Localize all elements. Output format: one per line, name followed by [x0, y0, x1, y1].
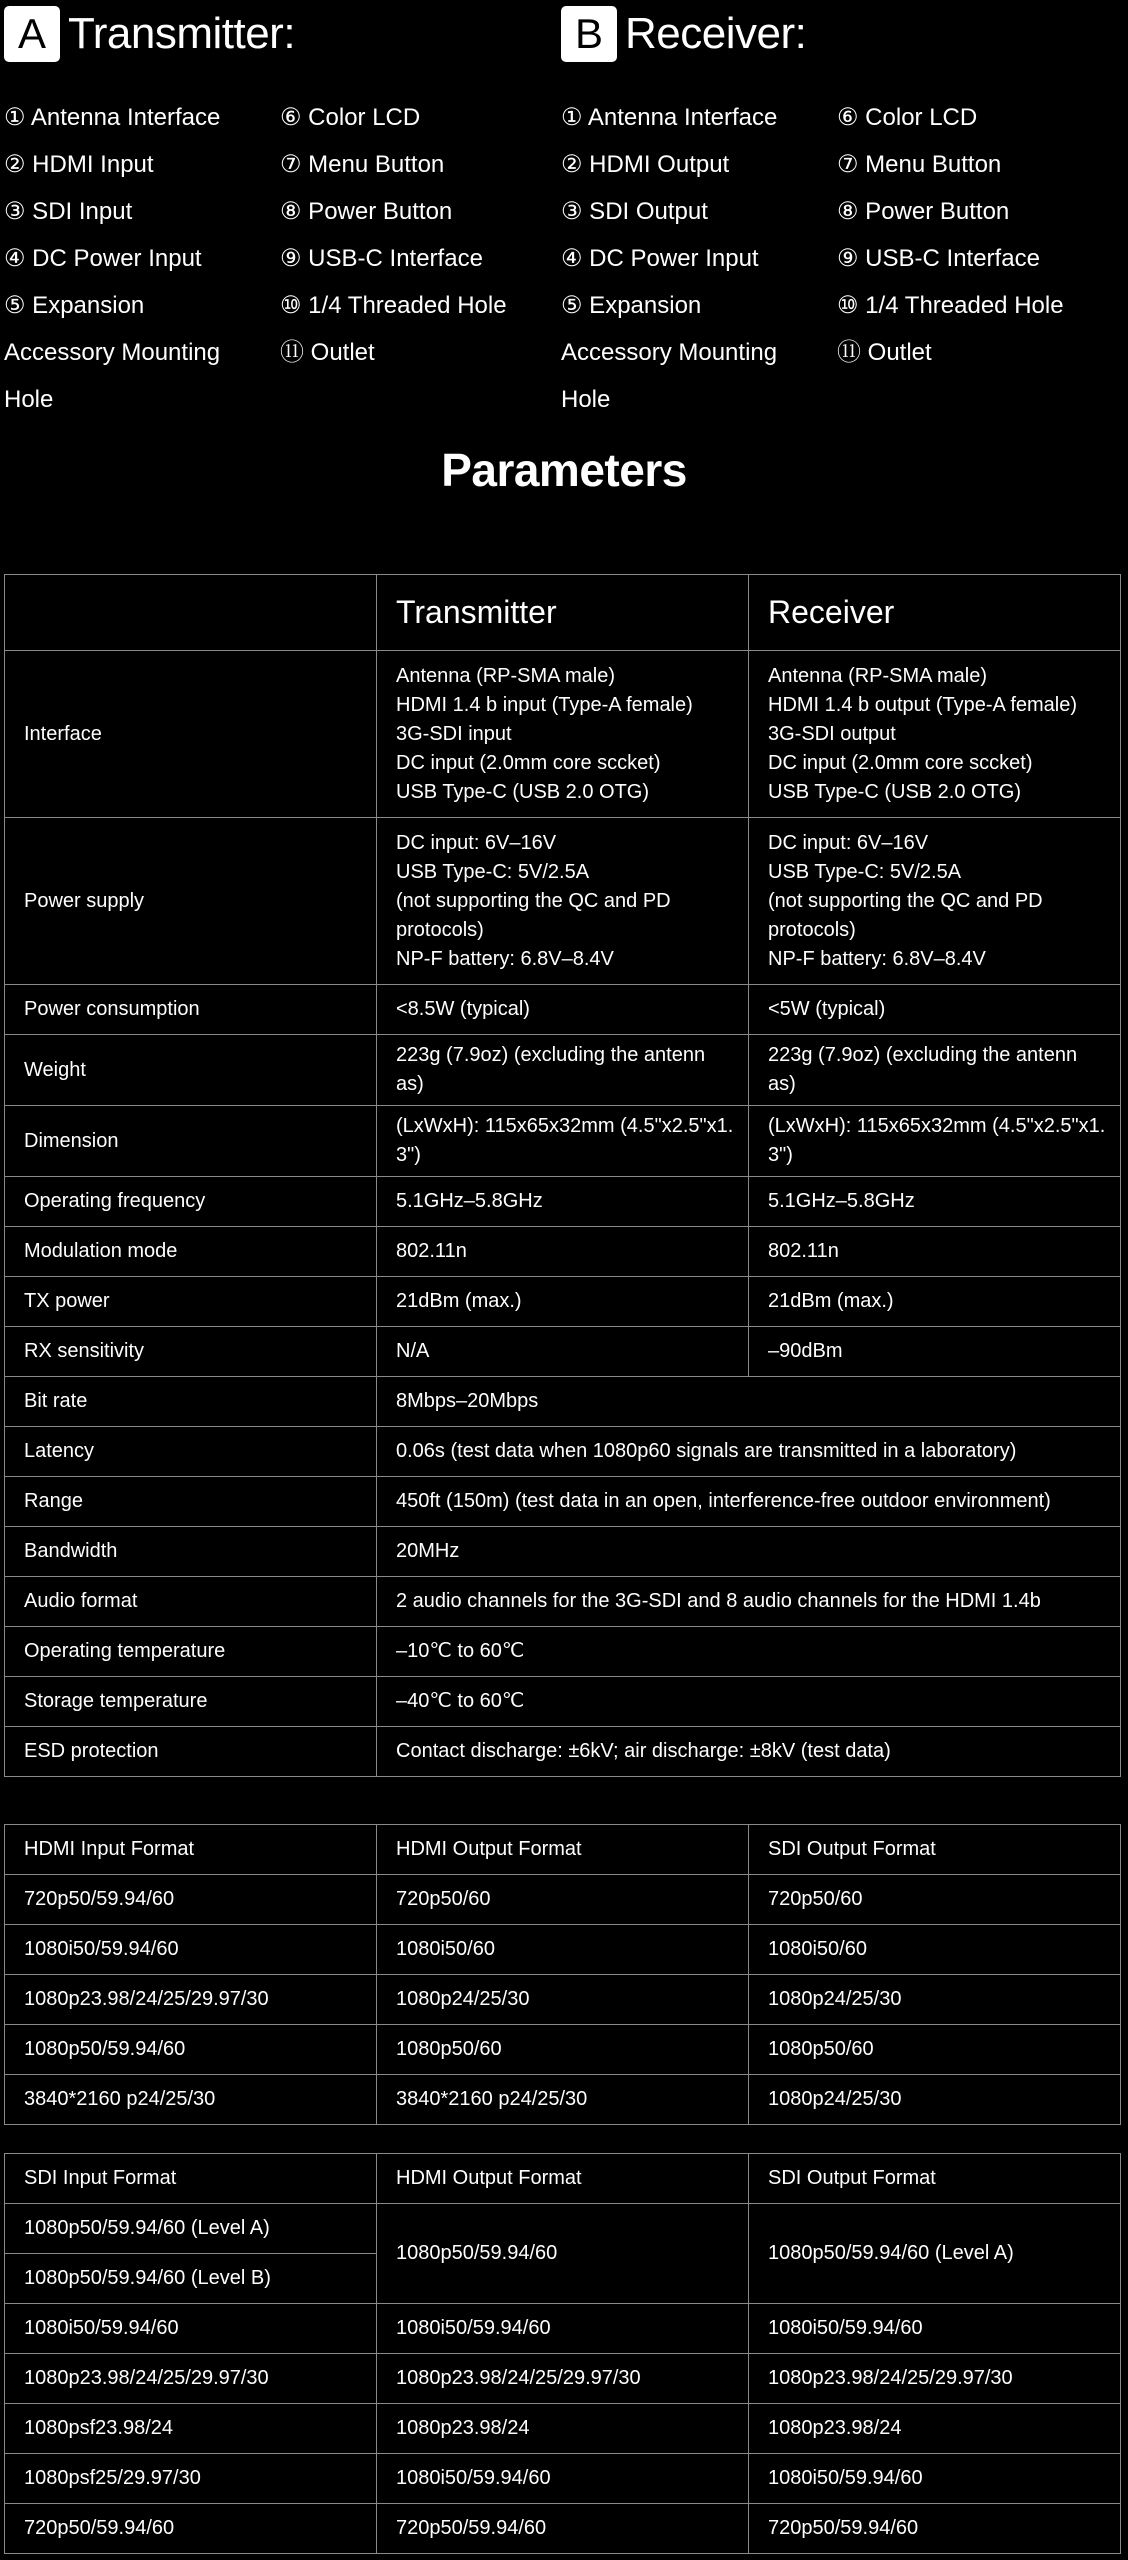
header-cell: SDI Output Format — [749, 2154, 1121, 2204]
receiver-value: 802.11n — [749, 1227, 1121, 1277]
table-row — [5, 2354, 1121, 2404]
shared-value: 0.06s (test data when 1080p60 signals are transmitted in a laboratory) — [377, 1427, 1121, 1477]
parameters-table — [4, 574, 1121, 1777]
list-item: ⑪ Outlet — [280, 339, 375, 366]
transmitter-value: 5.1GHz–5.8GHz — [377, 1177, 749, 1227]
table-row — [5, 2404, 1121, 2454]
list-item: Accessory Mounting — [4, 339, 221, 366]
table-row — [5, 1875, 1121, 1925]
list-item: ⑦ Menu Button — [280, 151, 445, 178]
receiver-letter-badge: B — [561, 6, 617, 62]
list-item: Hole — [561, 386, 611, 413]
receiver-value: 5.1GHz–5.8GHz — [749, 1177, 1121, 1227]
transmitter-value: Antenna (RP-SMA male) HDMI 1.4 b input (Type-A female) 3G-SDI input DC input (2.0mm core sccket) USB Type-C (USB 2.0 OTG) — [377, 651, 749, 818]
format-cell: 1080p50/59.94/60 (Level A) — [749, 2204, 1121, 2304]
table-row — [5, 2304, 1121, 2354]
format-cell: 720p50/59.94/60 — [749, 2504, 1121, 2554]
list-item: ⑤ Expansion — [561, 292, 702, 319]
receiver-value: 21dBm (max.) — [749, 1277, 1121, 1327]
table-row — [5, 1677, 1121, 1727]
transmitter-value: (LxWxH): 115x65x32mm (4.5"x2.5"x1. 3") — [377, 1106, 749, 1177]
table-row — [5, 1177, 1121, 1227]
format-cell: 1080p24/25/30 — [377, 1975, 749, 2025]
header-cell — [5, 575, 377, 651]
list-item: ⑧ Power Button — [280, 198, 453, 225]
receiver-value: –90dBm — [749, 1327, 1121, 1377]
param-label: Operating frequency — [5, 1177, 377, 1227]
list-item: ⑦ Menu Button — [837, 151, 1002, 178]
receiver-list-left — [561, 94, 837, 423]
format-cell: 720p50/60 — [377, 1875, 749, 1925]
format-cell: 1080p23.98/24/25/29.97/30 — [377, 2354, 749, 2404]
param-label: Power consumption — [5, 985, 377, 1035]
receiver-title: Receiver: — [625, 9, 807, 58]
format-cell: 1080p50/60 — [749, 2025, 1121, 2075]
list-item: ① Antenna Interface — [4, 104, 221, 131]
table-row — [5, 985, 1121, 1035]
header-cell: HDMI Output Format — [377, 2154, 749, 2204]
header-cell: HDMI Output Format — [377, 1825, 749, 1875]
shared-value: –40℃ to 60℃ — [377, 1677, 1121, 1727]
list-item: ⑥ Color LCD — [837, 104, 978, 131]
format-cell: 1080p50/60 — [377, 2025, 749, 2075]
table-header-row — [5, 1825, 1121, 1875]
receiver-value: 223g (7.9oz) (excluding the antenn as) — [749, 1035, 1121, 1106]
format-cell: 1080p24/25/30 — [749, 1975, 1121, 2025]
table-row — [5, 2025, 1121, 2075]
list-item: ⑨ USB-C Interface — [280, 245, 483, 272]
list-item: ⑨ USB-C Interface — [837, 245, 1040, 272]
transmitter-value: <8.5W (typical) — [377, 985, 749, 1035]
format-cell: 1080psf23.98/24 — [5, 2404, 377, 2454]
format-cell: 1080psf25/29.97/30 — [5, 2454, 377, 2504]
table-row — [5, 1477, 1121, 1527]
format-cell: 1080p23.98/24/25/29.97/30 — [5, 1975, 377, 2025]
param-label: Storage temperature — [5, 1677, 377, 1727]
table-row — [5, 2504, 1121, 2554]
table-row — [5, 1975, 1121, 2025]
table-row — [5, 2454, 1121, 2504]
table-row — [5, 1925, 1121, 1975]
format-cell: 720p50/59.94/60 — [5, 1875, 377, 1925]
header-cell: SDI Output Format — [749, 1825, 1121, 1875]
param-label: Latency — [5, 1427, 377, 1477]
param-label: Modulation mode — [5, 1227, 377, 1277]
list-item: ⑩ 1/4 Threaded Hole — [837, 292, 1064, 319]
param-label: TX power — [5, 1277, 377, 1327]
param-label: Operating temperature — [5, 1627, 377, 1677]
param-label: Power supply — [5, 818, 377, 985]
param-label: ESD protection — [5, 1727, 377, 1777]
transmitter-list-right — [280, 94, 507, 423]
param-label: Audio format — [5, 1577, 377, 1627]
header-cell: Transmitter — [377, 575, 749, 651]
format-cell: 1080p23.98/24/25/29.97/30 — [5, 2354, 377, 2404]
format-cell: 1080i50/59.94/60 — [5, 2304, 377, 2354]
list-item: ⑥ Color LCD — [280, 104, 421, 131]
receiver-value: (LxWxH): 115x65x32mm (4.5"x2.5"x1. 3") — [749, 1106, 1121, 1177]
transmitter-value: 223g (7.9oz) (excluding the antenn as) — [377, 1035, 749, 1106]
table-header-row — [5, 2154, 1121, 2204]
list-item: ③ SDI Input — [4, 198, 133, 225]
format-cell: 1080p50/59.94/60 (Level A) — [5, 2204, 377, 2254]
header-cell: Receiver — [749, 575, 1121, 651]
transmitter-value: N/A — [377, 1327, 749, 1377]
transmitter-letter-badge: A — [4, 6, 60, 62]
table-row — [5, 2075, 1121, 2125]
param-label: Bit rate — [5, 1377, 377, 1427]
list-item: Accessory Mounting — [561, 339, 778, 366]
format-cell: 720p50/59.94/60 — [5, 2504, 377, 2554]
transmitter-value: 802.11n — [377, 1227, 749, 1277]
format-cell: 1080i50/59.94/60 — [749, 2454, 1121, 2504]
format-cell: 1080i50/60 — [377, 1925, 749, 1975]
receiver-labels — [561, 0, 1064, 423]
shared-value: –10℃ to 60℃ — [377, 1627, 1121, 1677]
format-cell: 1080i50/59.94/60 — [377, 2454, 749, 2504]
param-label: Bandwidth — [5, 1527, 377, 1577]
table-row — [5, 1327, 1121, 1377]
table-row — [5, 1427, 1121, 1477]
header-cell: SDI Input Format — [5, 2154, 377, 2204]
receiver-header — [561, 0, 1064, 68]
format-cell: 1080i50/60 — [749, 1925, 1121, 1975]
table-row — [5, 1727, 1121, 1777]
transmitter-header — [4, 0, 507, 68]
format-cell: 3840*2160 p24/25/30 — [5, 2075, 377, 2125]
transmitter-labels — [4, 0, 507, 423]
format-cell: 1080i50/59.94/60 — [749, 2304, 1121, 2354]
shared-value: 20MHz — [377, 1527, 1121, 1577]
table-row — [5, 1627, 1121, 1677]
list-item: ⑩ 1/4 Threaded Hole — [280, 292, 507, 319]
transmitter-value: DC input: 6V–16V USB Type-C: 5V/2.5A (not supporting the QC and PD protocols) NP-F battery: 6.8V–8.4V — [377, 818, 749, 985]
format-cell: 1080p50/59.94/60 — [5, 2025, 377, 2075]
param-label: Interface — [5, 651, 377, 818]
list-item: ⑤ Expansion — [4, 292, 145, 319]
receiver-value: <5W (typical) — [749, 985, 1121, 1035]
sdi-format-table — [4, 2153, 1121, 2554]
receiver-value: Antenna (RP-SMA male) HDMI 1.4 b output (Type-A female) 3G-SDI output DC input (2.0mm core scсket) USB Type-C (USB 2.0 OTG) — [749, 651, 1121, 818]
list-item: ④ DC Power Input — [561, 245, 759, 272]
section-title: Parameters — [441, 444, 687, 496]
shared-value: 2 audio channels for the 3G-SDI and 8 audio channels for the HDMI 1.4b — [377, 1577, 1121, 1627]
list-item: Hole — [4, 386, 54, 413]
list-item: ② HDMI Output — [561, 151, 730, 178]
table-row — [5, 1106, 1121, 1177]
list-item: ③ SDI Output — [561, 198, 708, 225]
format-cell: 720p50/59.94/60 — [377, 2504, 749, 2554]
table-row — [5, 651, 1121, 818]
format-cell: 1080i50/59.94/60 — [377, 2304, 749, 2354]
format-cell: 3840*2160 p24/25/30 — [377, 2075, 749, 2125]
format-cell: 1080i50/59.94/60 — [5, 1925, 377, 1975]
param-label: RX sensitivity — [5, 1327, 377, 1377]
header-cell: HDMI Input Format — [5, 1825, 377, 1875]
receiver-value: DC input: 6V–16V USB Type-C: 5V/2.5A (not supporting the QC and PD protocols) NP-F battery: 6.8V–8.4V — [749, 818, 1121, 985]
param-label: Weight — [5, 1035, 377, 1106]
shared-value: 8Mbps–20Mbps — [377, 1377, 1121, 1427]
hdmi-format-table — [4, 1824, 1121, 2125]
format-cell: 1080p50/59.94/60 — [377, 2204, 749, 2304]
format-cell: 1080p23.98/24 — [377, 2404, 749, 2454]
shared-value: 450ft (150m) (test data in an open, interference-free outdoor environment) — [377, 1477, 1121, 1527]
list-item: ② HDMI Input — [4, 151, 154, 178]
list-item: ④ DC Power Input — [4, 245, 202, 272]
table-row — [5, 1035, 1121, 1106]
table-header-row — [5, 575, 1121, 651]
shared-value: Contact discharge: ±6kV; air discharge: ±8kV (test data) — [377, 1727, 1121, 1777]
format-cell: 720p50/60 — [749, 1875, 1121, 1925]
format-cell: 1080p50/59.94/60 (Level B) — [5, 2254, 377, 2304]
transmitter-title: Transmitter: — [68, 9, 296, 58]
param-label: Range — [5, 1477, 377, 1527]
receiver-list-right — [837, 94, 1064, 423]
table-row — [5, 2204, 1121, 2254]
table-row — [5, 1377, 1121, 1427]
table-row — [5, 1527, 1121, 1577]
param-label: Dimension — [5, 1106, 377, 1177]
list-item: ⑧ Power Button — [837, 198, 1010, 225]
list-item: ⑪ Outlet — [837, 339, 932, 366]
format-cell: 1080p23.98/24 — [749, 2404, 1121, 2454]
table-row — [5, 1577, 1121, 1627]
table-row — [5, 1227, 1121, 1277]
table-row — [5, 1277, 1121, 1327]
table-row — [5, 818, 1121, 985]
list-item: ① Antenna Interface — [561, 104, 778, 131]
format-cell: 1080p23.98/24/25/29.97/30 — [749, 2354, 1121, 2404]
transmitter-value: 21dBm (max.) — [377, 1277, 749, 1327]
format-cell: 1080p24/25/30 — [749, 2075, 1121, 2125]
transmitter-list-left — [4, 94, 280, 423]
